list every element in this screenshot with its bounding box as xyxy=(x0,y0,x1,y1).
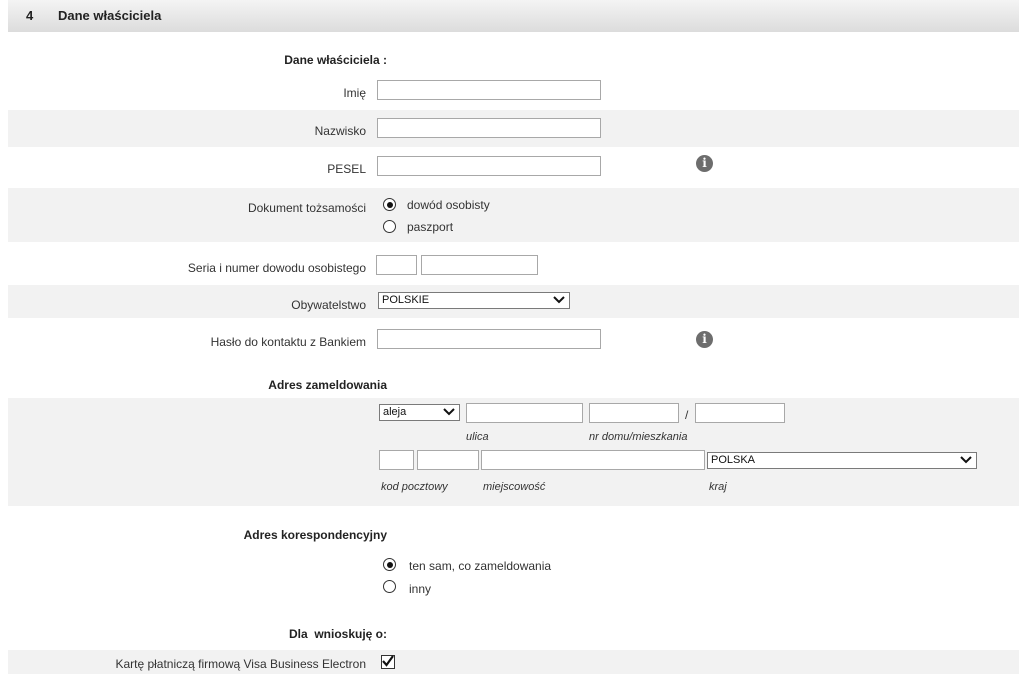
document-passport-label: paszport xyxy=(407,220,454,234)
last-name-label: Nazwisko xyxy=(314,124,366,138)
country-select[interactable] xyxy=(707,452,977,469)
last-name-field[interactable] xyxy=(377,118,601,138)
city-hint: miejscowość xyxy=(483,481,546,493)
first-name-label: Imię xyxy=(343,86,366,100)
password-label: Hasło do kontaktu z Bankiem xyxy=(210,335,366,349)
document-id-radio[interactable] xyxy=(383,198,396,211)
section-title: Dane właściciela xyxy=(58,8,162,23)
postal-code-hint: kod pocztowy xyxy=(381,481,448,493)
card-checkbox[interactable] xyxy=(381,655,395,669)
section-header xyxy=(8,0,1019,32)
citizenship-select[interactable] xyxy=(378,292,570,309)
info-icon[interactable]: i xyxy=(696,155,713,172)
owner-heading: Dane właściciela : xyxy=(284,53,387,67)
checkmark-icon xyxy=(381,654,395,668)
registered-address-heading: Adres zameldowania xyxy=(268,378,387,392)
street-type-select[interactable] xyxy=(379,404,460,421)
chevron-down-icon xyxy=(443,406,455,418)
street-hint: ulica xyxy=(466,431,489,443)
card-label: Kartę płatniczą firmową Visa Business Electron xyxy=(115,657,366,671)
country-hint: kraj xyxy=(709,481,727,493)
correspondence-same-radio[interactable] xyxy=(383,558,396,571)
id-series-field[interactable] xyxy=(376,255,417,275)
correspondence-heading: Adres korespondencyjny xyxy=(243,528,387,542)
document-label: Dokument tożsamości xyxy=(247,201,366,215)
house-separator: / xyxy=(685,408,689,422)
id-series-label: Seria i numer dowodu osobistego xyxy=(187,261,366,275)
request-heading: Dla wnioskuję o: xyxy=(288,627,387,641)
street-field[interactable] xyxy=(466,403,583,423)
row-band xyxy=(8,188,1019,242)
flat-number-field[interactable] xyxy=(695,403,785,423)
country-value: POLSKA xyxy=(711,454,756,466)
section-number: 4 xyxy=(26,8,34,23)
correspondence-other-radio[interactable] xyxy=(383,580,396,593)
id-number-field[interactable] xyxy=(421,255,538,275)
postal-code-part1-field[interactable] xyxy=(379,450,414,470)
correspondence-other-label: inny xyxy=(409,582,432,596)
street-type-value: aleja xyxy=(383,406,407,418)
password-field[interactable] xyxy=(377,329,601,349)
pesel-label: PESEL xyxy=(327,162,366,176)
document-passport-radio[interactable] xyxy=(383,220,396,233)
info-icon[interactable]: i xyxy=(696,331,713,348)
citizenship-label: Obywatelstwo xyxy=(291,298,366,312)
city-field[interactable] xyxy=(481,450,705,470)
correspondence-same-label: ten sam, co zameldowania xyxy=(409,559,552,573)
first-name-field[interactable] xyxy=(377,80,601,100)
chevron-down-icon xyxy=(960,454,972,466)
document-id-label: dowód osobisty xyxy=(407,198,490,212)
house-hint: nr domu/mieszkania xyxy=(589,431,688,443)
postal-code-part2-field[interactable] xyxy=(417,450,479,470)
pesel-field[interactable] xyxy=(377,156,601,176)
citizenship-value: POLSKIE xyxy=(382,294,430,306)
house-number-field[interactable] xyxy=(589,403,679,423)
chevron-down-icon xyxy=(553,294,565,306)
